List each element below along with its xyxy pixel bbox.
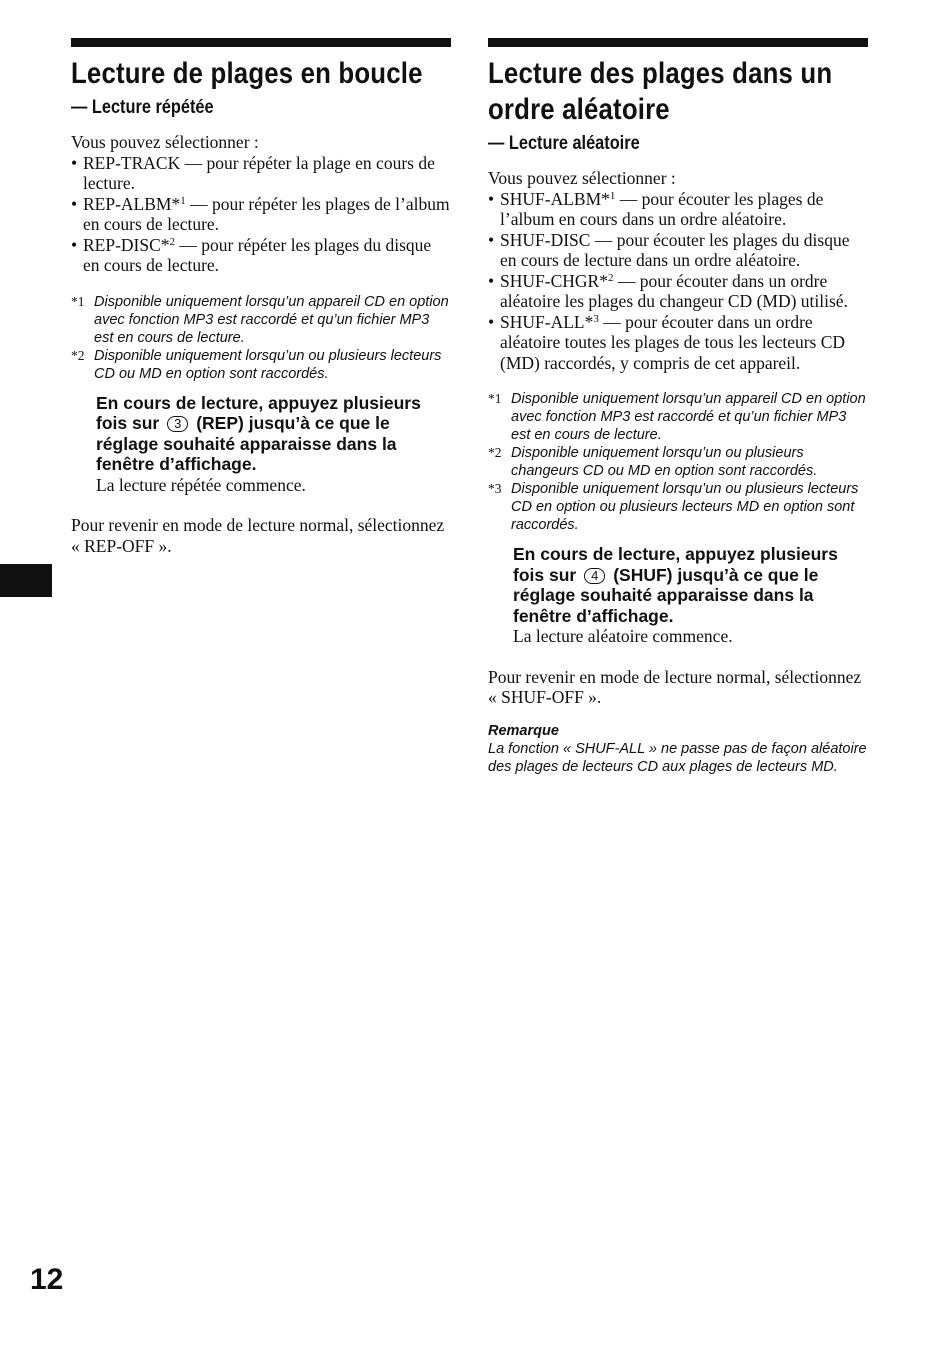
remark-text: La fonction « SHUF-ALL » ne passe pas de façon aléatoire des plages de lecteurs CD aux plages de lecteurs MD. [488,740,867,775]
list-item: • REP-TRACK — pour répéter la plage en cours de lecture. [71,153,451,194]
button-3-icon: 3 [167,416,188,432]
instruction-step [513,544,868,647]
step-instruction: En cours de lecture, appuyez plusieurs fois sur 3 (REP) jusqu’à ce que le réglage souhaité apparaisse dans la fenêtre d’affichage. [96,392,421,474]
options-list [71,153,451,276]
step-instruction: En cours de lecture, appuyez plusieurs fois sur 4 (SHUF) jusqu’à ce que le réglage souhaité apparaisse dans la fenêtre d’affichage. [513,544,838,626]
section-title: Lecture de plages en boucle [71,57,423,90]
footnotes [71,293,451,383]
section-shuffle-play [488,38,868,776]
section-rule [71,38,451,47]
list-item: • SHUF-DISC — pour écouter les plages du disque en cours de lecture dans un ordre aléatoire. [488,230,868,271]
step-result: La lecture aléatoire commence. [513,626,733,646]
list-item: • REP-ALBM*$^1$ — pour répéter les plages de l’album en cours de lecture. [71,194,451,235]
section-subtitle: — Lecture répétée [71,97,214,118]
options-list [488,189,868,374]
list-item: • SHUF-ALL*$^3$ — pour écouter dans un ordre aléatoire toutes les plages de tous les lecteurs CD (MD) raccordés, y compris de cet appareil. [488,312,868,374]
section-rule [488,38,868,47]
instruction-step [96,393,451,496]
page-number: 12 [30,1263,64,1296]
closing-text: Pour revenir en mode de lecture normal, sélectionnez « REP-OFF ». [71,515,445,556]
footnote: *3 Disponible uniquement lorsqu’un ou plusieurs lecteurs CD en option ou plusieurs lecteurs MD en option sont raccordés. [488,481,859,533]
step-result: La lecture répétée commence. [96,474,306,495]
list-item: • SHUF-CHGR*$^2$ — pour écouter dans un ordre aléatoire les plages du changeur CD (MD) utilisé. [488,271,868,312]
footnote: *1 Disponible uniquement lorsqu’un appareil CD en option avec fonction MP3 est raccordé et qu’un fichier MP3 est en cours de lecture. [488,391,866,443]
footnote: *2 Disponible uniquement lorsqu’un ou plusieurs changeurs CD ou MD en option sont raccordés. [488,445,818,479]
footnote: *1 Disponible uniquement lorsqu’un appareil CD en option avec fonction MP3 est raccordé et qu’un fichier MP3 est en cours de lecture. [71,293,449,346]
section-repeat-play [71,38,451,556]
footnote: *2 Disponible uniquement lorsqu’un ou plusieurs lecteurs CD ou MD en option sont raccordés. [71,347,442,382]
remark-title: Remarque [488,722,559,739]
button-4-icon: 4 [584,568,605,584]
list-item: • REP-DISC*$^2$ — pour répéter les plages du disque en cours de lecture. [71,235,451,276]
remark-note [488,722,868,776]
intro-text: Vous pouvez sélectionner : [488,168,676,188]
closing-text: Pour revenir en mode de lecture normal, sélectionnez « SHUF-OFF ». [488,666,862,707]
section-title: Lecture des plages dans un ordre aléatoire [488,57,833,126]
list-item: • SHUF-ALBM*$^1$ — pour écouter les plages de l’album en cours dans un ordre aléatoire. [488,189,868,230]
section-tab-marker [0,564,52,597]
footnotes [488,390,868,534]
intro-text: Vous pouvez sélectionner : [71,132,259,152]
section-subtitle: — Lecture aléatoire [488,133,640,154]
